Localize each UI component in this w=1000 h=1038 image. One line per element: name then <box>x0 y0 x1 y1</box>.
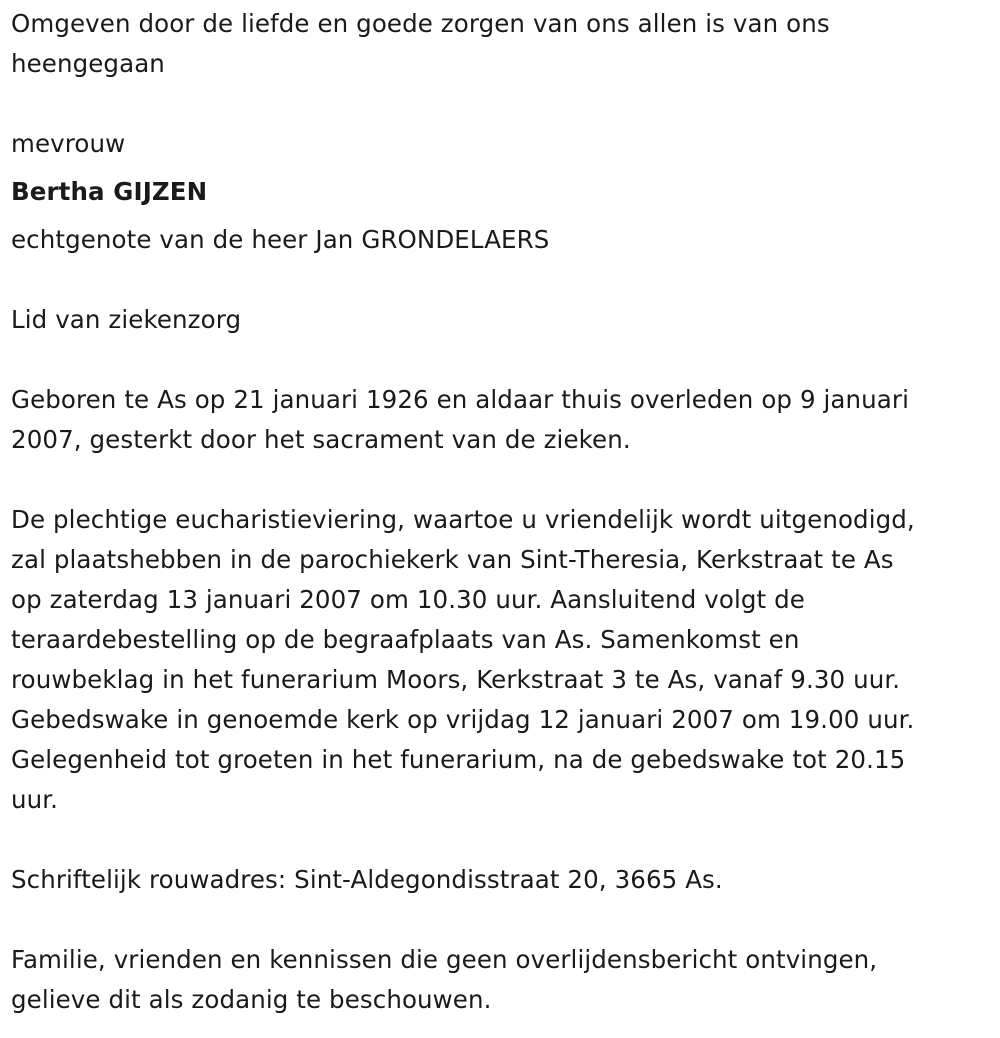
closing-line-2: gelieve dit als zodanig te beschouwen. <box>11 985 492 1014</box>
ceremony-line-3: op zaterdag 13 januari 2007 om 10.30 uur. Aansluitend volgt de <box>11 585 805 614</box>
ceremony-line-7: Gelegenheid tot groeten in het funerarium, na de gebedswake tot 20.15 <box>11 745 906 774</box>
spacer <box>11 900 989 940</box>
ceremony-line-2: zal plaatshebben in de parochiekerk van Sint-Theresia, Kerkstraat te As <box>11 545 894 574</box>
honorific: mevrouw <box>11 129 126 158</box>
intro-line-2: heengegaan <box>11 49 165 78</box>
intro-line-1: Omgeven door de liefde en goede zorgen van ons allen is van ons <box>11 9 830 38</box>
spacer <box>11 820 989 860</box>
spacer <box>11 84 989 124</box>
obituary-notice <box>11 4 989 1020</box>
ceremony-line-6: Gebedswake in genoemde kerk op vrijdag 12 januari 2007 om 19.00 uur. <box>11 705 915 734</box>
closing-line-1: Familie, vrienden en kennissen die geen overlijdensbericht ontvingen, <box>11 945 878 974</box>
deceased-name: Bertha GIJZEN <box>11 177 208 206</box>
ceremony-line-8: uur. <box>11 785 59 814</box>
membership-line: Lid van ziekenzorg <box>11 305 242 334</box>
spouse-line: echtgenote van de heer Jan GRONDELAERS <box>11 225 550 254</box>
spacer <box>11 460 989 500</box>
birth-death-line-2: 2007, gesterkt door het sacrament van de zieken. <box>11 425 631 454</box>
spacer <box>11 260 989 300</box>
ceremony-line-1: De plechtige eucharistieviering, waartoe u vriendelijk wordt uitgenodigd, <box>11 505 915 534</box>
mourning-address: Schriftelijk rouwadres: Sint-Aldegondisstraat 20, 3665 As. <box>11 865 723 894</box>
ceremony-line-5: rouwbeklag in het funerarium Moors, Kerkstraat 3 te As, vanaf 9.30 uur. <box>11 665 901 694</box>
ceremony-line-4: teraardebestelling op de begraafplaats van As. Samenkomst en <box>11 625 800 654</box>
birth-death-line-1: Geboren te As op 21 januari 1926 en aldaar thuis overleden op 9 januari <box>11 385 909 414</box>
spacer <box>11 340 989 380</box>
